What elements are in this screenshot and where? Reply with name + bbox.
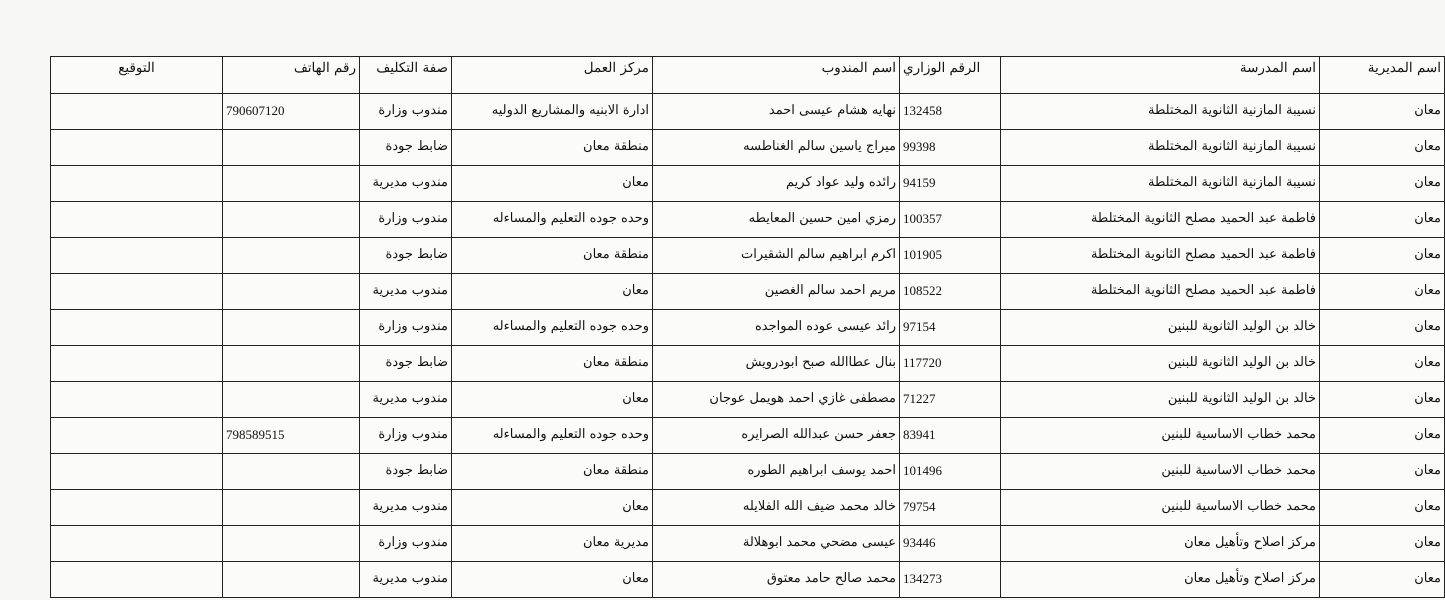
header-school: اسم المدرسة — [1001, 57, 1320, 94]
cell-role: مندوب مديرية — [360, 166, 452, 202]
cell-phone — [223, 238, 360, 274]
cell-phone — [223, 310, 360, 346]
cell-school: نسيبة المازنية الثانوية المختلطة — [1001, 166, 1320, 202]
cell-phone — [223, 382, 360, 418]
cell-directorate: معان — [1320, 274, 1445, 310]
cell-delegate-name: رائد عيسى عوده المواجده — [653, 310, 900, 346]
cell-ministry-id: 100357 — [900, 202, 1001, 238]
cell-ministry-id: 101496 — [900, 454, 1001, 490]
cell-signature — [51, 310, 223, 346]
table-row — [51, 202, 1445, 238]
cell-directorate: معان — [1320, 526, 1445, 562]
cell-phone — [223, 130, 360, 166]
cell-signature — [51, 490, 223, 526]
header-directorate: اسم المديرية — [1320, 57, 1445, 94]
cell-role: مندوب وزارة — [360, 202, 452, 238]
cell-signature — [51, 274, 223, 310]
cell-directorate: معان — [1320, 490, 1445, 526]
table-row — [51, 382, 1445, 418]
cell-ministry-id: 94159 — [900, 166, 1001, 202]
cell-ministry-id: 79754 — [900, 490, 1001, 526]
cell-delegate-name: مريم احمد سالم الغصين — [653, 274, 900, 310]
cell-workplace: منطقة معان — [452, 238, 653, 274]
cell-school: خالد بن الوليد الثانوية للبنين — [1001, 346, 1320, 382]
cell-delegate-name: بنال عطاالله صبح ابودرويش — [653, 346, 900, 382]
cell-school: محمد خطاب الاساسية للبنين — [1001, 490, 1320, 526]
cell-phone — [223, 454, 360, 490]
cell-workplace: منطقة معان — [452, 130, 653, 166]
cell-phone — [223, 274, 360, 310]
cell-role: مندوب مديرية — [360, 562, 452, 598]
cell-school: محمد خطاب الاساسية للبنين — [1001, 418, 1320, 454]
header-delegate-name: اسم المندوب — [653, 57, 900, 94]
header-role: صفة التكليف — [360, 57, 452, 94]
cell-school: مركز اصلاح وتأهيل معان — [1001, 562, 1320, 598]
cell-phone — [223, 166, 360, 202]
cell-delegate-name: خالد محمد ضيف الله الفلايله — [653, 490, 900, 526]
cell-workplace: معان — [452, 274, 653, 310]
cell-role: ضابط جودة — [360, 454, 452, 490]
cell-delegate-name: جعفر حسن عبدالله الصرايره — [653, 418, 900, 454]
table-row — [51, 346, 1445, 382]
cell-delegate-name: مصطفى غازي احمد هويمل عوجان — [653, 382, 900, 418]
cell-workplace: وحده جوده التعليم والمساءله — [452, 202, 653, 238]
cell-school: فاطمة عبد الحميد مصلح الثانوية المختلطة — [1001, 238, 1320, 274]
cell-delegate-name: اكرم ابراهيم سالم الشقيرات — [653, 238, 900, 274]
cell-ministry-id: 71227 — [900, 382, 1001, 418]
cell-ministry-id: 99398 — [900, 130, 1001, 166]
cell-signature — [51, 454, 223, 490]
cell-ministry-id: 93446 — [900, 526, 1001, 562]
table-row — [51, 130, 1445, 166]
cell-role: ضابط جودة — [360, 346, 452, 382]
cell-workplace: ادارة الابنيه والمشاريع الدوليه — [452, 94, 653, 130]
cell-delegate-name: رائده وليد عواد كريم — [653, 166, 900, 202]
table-row — [51, 526, 1445, 562]
cell-signature — [51, 202, 223, 238]
cell-ministry-id: 117720 — [900, 346, 1001, 382]
cell-school: خالد بن الوليد الثانوية للبنين — [1001, 382, 1320, 418]
cell-ministry-id: 101905 — [900, 238, 1001, 274]
cell-school: نسيبة المازنية الثانوية المختلطة — [1001, 130, 1320, 166]
cell-workplace: معان — [452, 562, 653, 598]
cell-signature — [51, 346, 223, 382]
table-row — [51, 94, 1445, 130]
table-row — [51, 562, 1445, 598]
cell-workplace: مديرية معان — [452, 526, 653, 562]
cell-school: خالد بن الوليد الثانوية للبنين — [1001, 310, 1320, 346]
cell-signature — [51, 382, 223, 418]
cell-signature — [51, 418, 223, 454]
cell-phone — [223, 490, 360, 526]
cell-directorate: معان — [1320, 346, 1445, 382]
cell-role: مندوب مديرية — [360, 274, 452, 310]
cell-workplace: وحده جوده التعليم والمساءله — [452, 418, 653, 454]
cell-workplace: معان — [452, 166, 653, 202]
cell-workplace: منطقة معان — [452, 454, 653, 490]
cell-school: فاطمة عبد الحميد مصلح الثانوية المختلطة — [1001, 274, 1320, 310]
cell-signature — [51, 238, 223, 274]
cell-delegate-name: نهايه هشام عيسى احمد — [653, 94, 900, 130]
cell-delegate-name: ميراج ياسين سالم الغناطسه — [653, 130, 900, 166]
header-ministry-id: الرقم الوزاري — [900, 57, 1001, 94]
cell-signature — [51, 562, 223, 598]
header-signature: التوقيع — [51, 57, 223, 94]
table-row — [51, 490, 1445, 526]
cell-directorate: معان — [1320, 94, 1445, 130]
cell-delegate-name: عيسى مضحي محمد ابوهلالة — [653, 526, 900, 562]
cell-delegate-name: رمزي امين حسين المعايطه — [653, 202, 900, 238]
cell-role: مندوب وزارة — [360, 94, 452, 130]
cell-phone: 798589515 — [223, 418, 360, 454]
cell-phone: 790607120 — [223, 94, 360, 130]
cell-role: مندوب مديرية — [360, 490, 452, 526]
cell-role: مندوب وزارة — [360, 310, 452, 346]
cell-signature — [51, 130, 223, 166]
cell-ministry-id: 132458 — [900, 94, 1001, 130]
table-row — [51, 418, 1445, 454]
cell-workplace: معان — [452, 382, 653, 418]
table-header-row — [51, 57, 1445, 94]
cell-directorate: معان — [1320, 310, 1445, 346]
cell-directorate: معان — [1320, 454, 1445, 490]
cell-school: فاطمة عبد الحميد مصلح الثانوية المختلطة — [1001, 202, 1320, 238]
cell-directorate: معان — [1320, 238, 1445, 274]
cell-workplace: وحده جوده التعليم والمساءله — [452, 310, 653, 346]
table-row — [51, 238, 1445, 274]
cell-directorate: معان — [1320, 382, 1445, 418]
cell-ministry-id: 97154 — [900, 310, 1001, 346]
cell-ministry-id: 134273 — [900, 562, 1001, 598]
cell-role: مندوب مديرية — [360, 382, 452, 418]
table-row — [51, 166, 1445, 202]
cell-ministry-id: 108522 — [900, 274, 1001, 310]
cell-directorate: معان — [1320, 418, 1445, 454]
cell-ministry-id: 83941 — [900, 418, 1001, 454]
cell-directorate: معان — [1320, 130, 1445, 166]
cell-delegate-name: احمد يوسف ابراهيم الطوره — [653, 454, 900, 490]
cell-workplace: منطقة معان — [452, 346, 653, 382]
cell-signature — [51, 94, 223, 130]
cell-delegate-name: محمد صالح حامد معتوق — [653, 562, 900, 598]
cell-workplace: معان — [452, 490, 653, 526]
cell-directorate: معان — [1320, 166, 1445, 202]
cell-phone — [223, 562, 360, 598]
cell-phone — [223, 526, 360, 562]
cell-role: ضابط جودة — [360, 130, 452, 166]
table-row — [51, 454, 1445, 490]
table-row — [51, 310, 1445, 346]
cell-phone — [223, 346, 360, 382]
cell-school: نسيبة المازنية الثانوية المختلطة — [1001, 94, 1320, 130]
cell-directorate: معان — [1320, 202, 1445, 238]
table-body — [51, 94, 1445, 598]
cell-phone — [223, 202, 360, 238]
cell-role: ضابط جودة — [360, 238, 452, 274]
header-phone: رقم الهاتف — [223, 57, 360, 94]
cell-school: محمد خطاب الاساسية للبنين — [1001, 454, 1320, 490]
cell-role: مندوب وزارة — [360, 418, 452, 454]
cell-school: مركز اصلاح وتأهيل معان — [1001, 526, 1320, 562]
cell-directorate: معان — [1320, 562, 1445, 598]
table-row — [51, 274, 1445, 310]
delegates-table — [50, 56, 1445, 598]
header-workplace: مركز العمل — [452, 57, 653, 94]
cell-role: مندوب وزارة — [360, 526, 452, 562]
document-page — [50, 56, 1441, 598]
cell-signature — [51, 166, 223, 202]
cell-signature — [51, 526, 223, 562]
